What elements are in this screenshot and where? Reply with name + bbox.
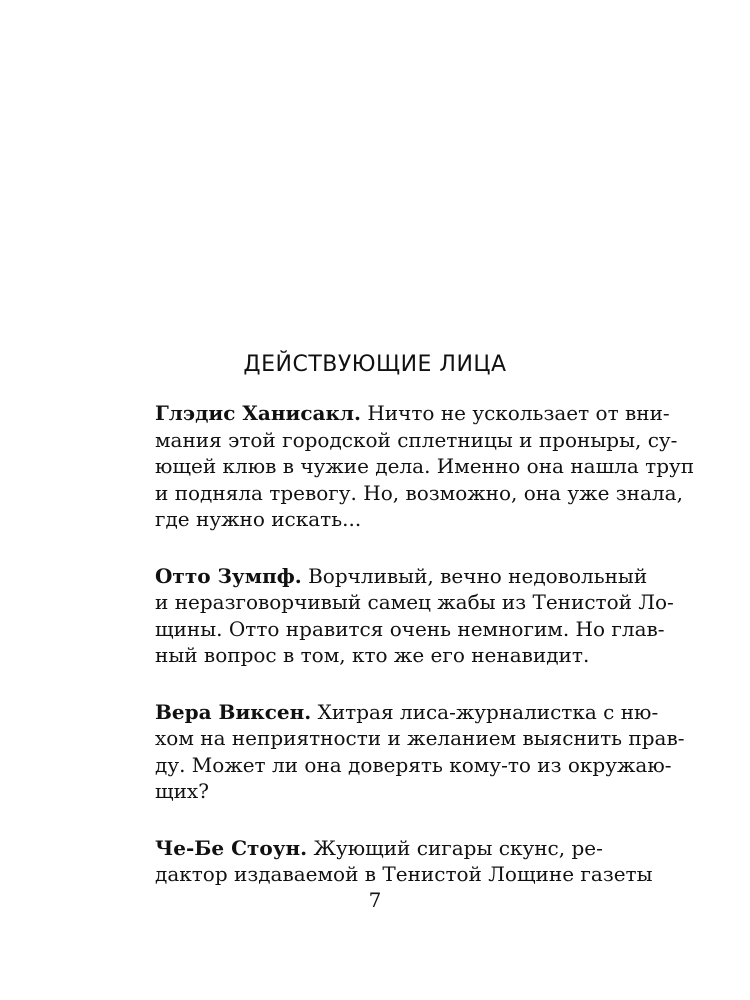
paragraph-line: хом на неприятности и желанием выяснить прав- xyxy=(155,726,685,750)
paragraph-line: ющей клюв в чужие дела. Именно она нашла труп xyxy=(155,454,695,478)
paragraph-line xyxy=(155,563,648,590)
paragraph-line: и неразговорчивый самец жабы из Тенистой Ло- xyxy=(155,590,674,614)
character-name: Глэдис Ханисакл. xyxy=(155,401,361,425)
paragraph-line: ду. Может ли она доверять кому-то из окружаю- xyxy=(155,752,672,777)
character-list xyxy=(155,400,695,918)
character-entry-otto xyxy=(155,563,674,669)
character-name: Вера Виксен. xyxy=(155,699,312,724)
character-entry-vera xyxy=(155,699,685,805)
paragraph-line: где нужно искать... xyxy=(155,507,362,531)
section-heading: ДЕЙСТВУЮЩИЕ ЛИЦА xyxy=(243,352,507,377)
paragraph-line xyxy=(155,400,670,427)
character-description-start: Хитрая лиса-журналистка с ню- xyxy=(311,699,659,724)
character-description-start: Ничто не ускользает от вни- xyxy=(361,401,670,425)
character-description-start: Жующий сигары скунс, ре- xyxy=(307,835,603,860)
paragraph-line: ный вопрос в том, кто же его ненавидит. xyxy=(155,643,590,667)
character-entry-chebe xyxy=(155,835,653,888)
paragraph-line: мания этой городской сплетницы и проныры, су- xyxy=(155,427,678,452)
paragraph-line: щины. Отто нравится очень немногим. Но глав- xyxy=(155,616,665,641)
character-description-start: Ворчливый, вечно недовольный xyxy=(301,563,648,588)
character-entry-gladys xyxy=(155,400,695,533)
character-name: Че-Бе Стоун. xyxy=(155,835,308,860)
character-name: Отто Зумпф. xyxy=(155,563,302,588)
paragraph-line: щих? xyxy=(155,779,209,803)
page-number: 7 xyxy=(368,888,382,912)
paragraph-line: дактор издаваемой в Тенистой Лощине газеты xyxy=(155,862,653,886)
paragraph-line xyxy=(155,699,659,726)
paragraph-line xyxy=(155,835,603,862)
paragraph-line: и подняла тревогу. Но, возможно, она уже знала, xyxy=(155,480,683,505)
